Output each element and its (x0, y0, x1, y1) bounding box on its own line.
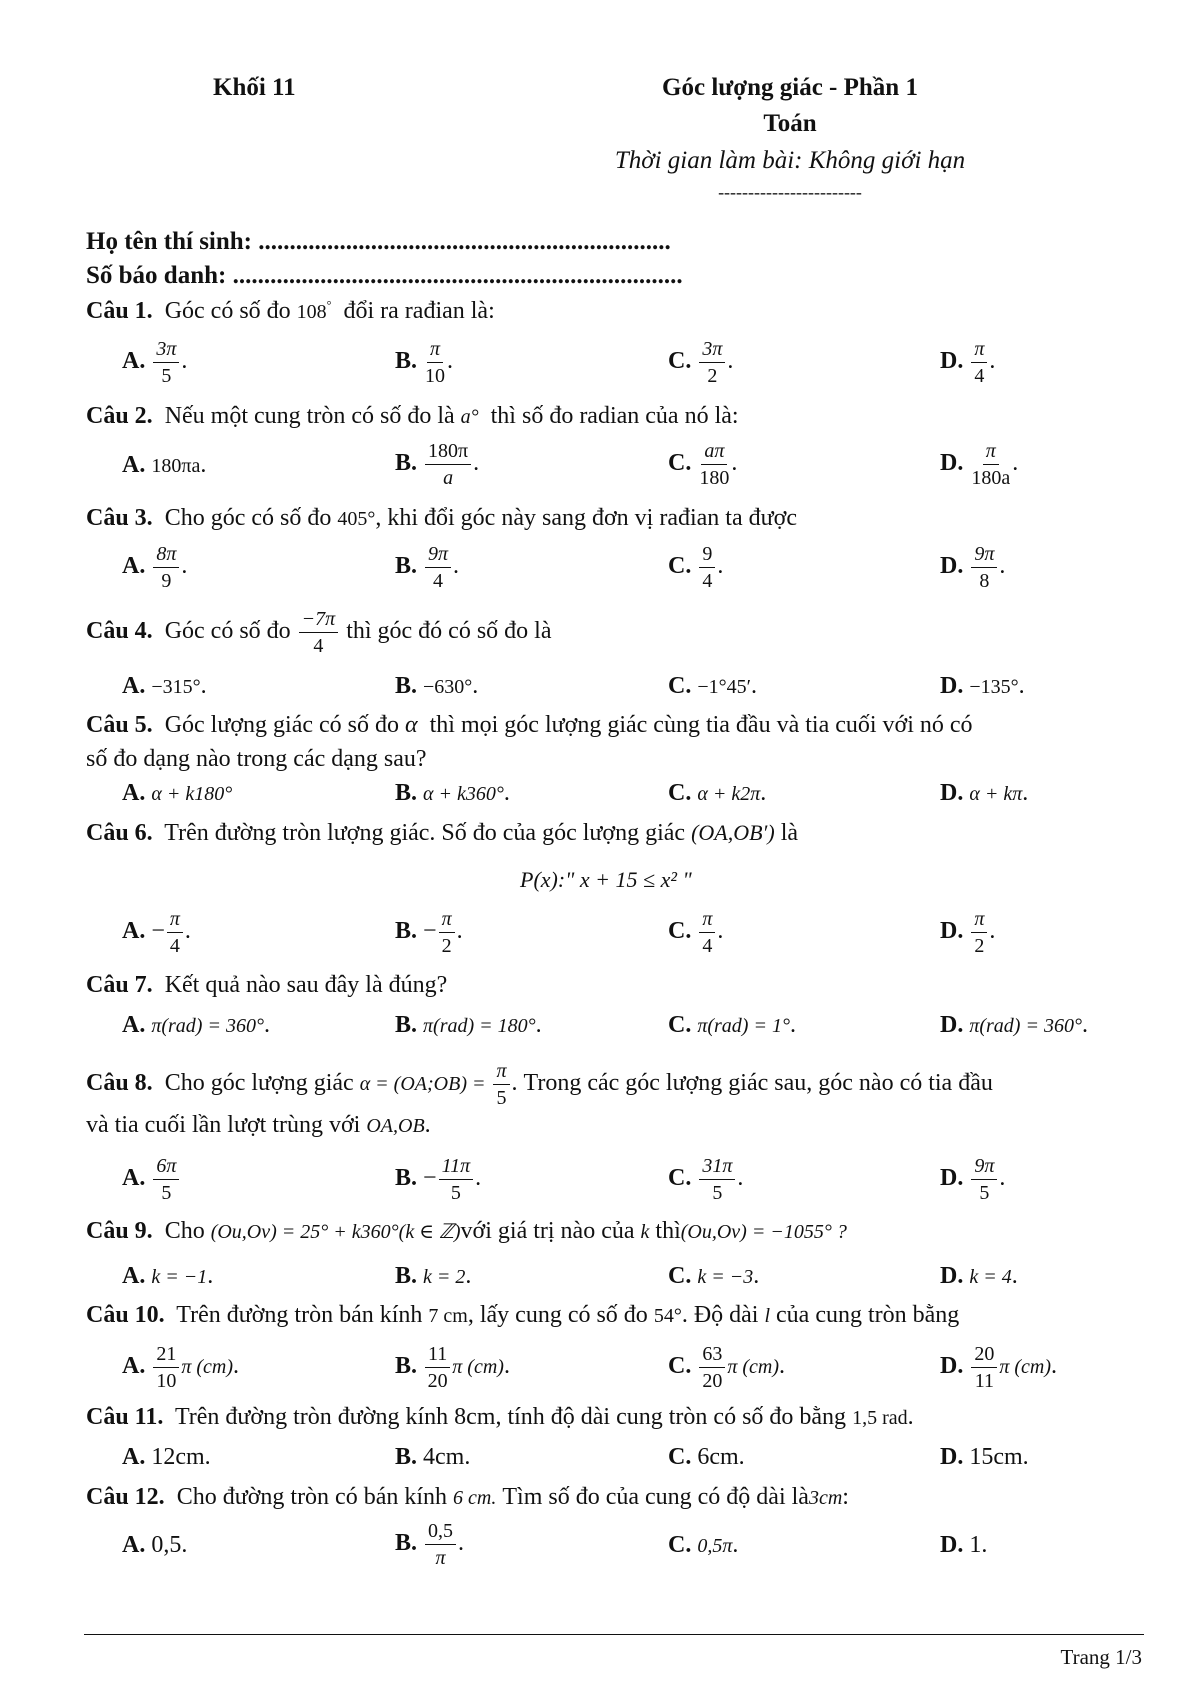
option-5-c[interactable]: C. α + k2π. (668, 780, 767, 806)
option-1-d[interactable]: D. $\frac{\pi}{4}$ . (940, 338, 996, 387)
page-number: Trang 1/3 (1060, 1645, 1142, 1669)
option-4-c[interactable]: C. −1°45′. (668, 673, 757, 699)
option-10-b[interactable]: B. $\frac{11}{20}$ π (cm). (395, 1343, 510, 1392)
option-3-a[interactable]: A. $\frac{8\pi}{9}$ . (122, 543, 188, 592)
option-9-d[interactable]: D. k = 4. (940, 1263, 1018, 1289)
option-9-a[interactable]: A. k = −1. (122, 1263, 214, 1289)
option-11-c[interactable]: C. 6cm. (668, 1444, 745, 1470)
question-7: Câu 7. Kết quả nào sau đây là đúng? (86, 972, 448, 998)
question-4: Câu 4. Góc có số đo $\frac{-7\pi}{4}$ thì góc đó có số đo là (86, 608, 552, 657)
question-11: Câu 11. Trên đường tròn đường kính 8cm, tính độ dài cung tròn có số đo bằng 1,5 rad. (86, 1404, 914, 1430)
formula-line: P(x):" x + 15 ≤ x² " (520, 867, 692, 892)
option-2-a[interactable]: A. 180πa. (122, 452, 207, 478)
option-2-d[interactable]: D. $\frac{\pi}{180a}$ . (940, 440, 1019, 489)
option-10-d[interactable]: D. $\frac{20}{11}$ π (cm). (940, 1343, 1058, 1392)
grade-label: Khối 11 (213, 74, 296, 101)
question-label: Câu 1. (86, 298, 153, 324)
option-12-a[interactable]: A. 0,5. (122, 1532, 188, 1558)
option-5-d[interactable]: D. α + kπ. (940, 780, 1029, 806)
option-11-b[interactable]: B. 4cm. (395, 1444, 471, 1470)
question-2: Câu 2. Nếu một cung tròn có số đo là a° thì số đo radian của nó là: (86, 403, 739, 429)
question-5-line2: số đo dạng nào trong các dạng sau? (86, 746, 427, 772)
question-10: Câu 10. Trên đường tròn bán kính 7 cm, lấy cung có số đo 54°. Độ dài l của cung tròn bằng (86, 1302, 960, 1328)
option-9-c[interactable]: C. k = −3. (668, 1263, 760, 1289)
question-8: Câu 8. Cho góc lượng giác α = (OA;OB) = $\frac{\pi}{5}$ . Trong các góc lượng giác sau, góc nào có tia đầu (86, 1060, 993, 1109)
student-id-field[interactable]: Số báo danh: ........................................................................ (86, 262, 683, 289)
option-12-b[interactable]: B. $\frac{0,5}{\pi}$ . (395, 1520, 465, 1569)
option-9-b[interactable]: B. k = 2. (395, 1263, 472, 1289)
option-7-c[interactable]: C. π(rad) = 1°. (668, 1012, 796, 1038)
option-1-a[interactable]: A. $\frac{3\pi}{5}$ . (122, 338, 188, 387)
question-3: Câu 3. Cho góc có số đo 405°, khi đổi góc này sang đơn vị rađian ta được (86, 505, 797, 531)
option-2-b[interactable]: B. $\frac{180\pi}{a}$ . (395, 440, 480, 489)
question-8-line2: và tia cuối lần lượt trùng với OA,OB. (86, 1112, 431, 1138)
option-4-b[interactable]: B. −630°. (395, 673, 479, 699)
header-divider: ------------------------ (718, 182, 862, 202)
option-3-b[interactable]: B. $\frac{9\pi}{4}$ . (395, 543, 460, 592)
question-12: Câu 12. Cho đường tròn có bán kính 6 cm. Tìm số đo của cung có độ dài là3cm: (86, 1484, 849, 1510)
option-7-d[interactable]: D. π(rad) = 360°. (940, 1012, 1088, 1038)
question-9: Câu 9. Cho (Ou,Ov) = 25° + k360°(k ∈ ℤ)với giá trị nào của k thì(Ou,Ov) = −1055° ? (86, 1218, 847, 1244)
option-6-b[interactable]: B. − $\frac{\pi}{2}$ . (395, 908, 463, 957)
option-12-c[interactable]: C. 0,5π. (668, 1532, 739, 1558)
subject-label: Toán (763, 110, 817, 137)
option-6-d[interactable]: D. $\frac{\pi}{2}$ . (940, 908, 996, 957)
option-7-a[interactable]: A. π(rad) = 360°. (122, 1012, 270, 1038)
option-12-d[interactable]: D. 1. (940, 1532, 988, 1558)
option-6-c[interactable]: C. $\frac{\pi}{4}$ . (668, 908, 724, 957)
option-10-c[interactable]: C. $\frac{63}{20}$ π (cm). (668, 1343, 786, 1392)
option-4-d[interactable]: D. −135°. (940, 673, 1025, 699)
footer-divider (84, 1634, 1144, 1635)
option-11-a[interactable]: A. 12cm. (122, 1444, 211, 1470)
option-8-a[interactable]: A. $\frac{6\pi}{5}$ (122, 1155, 181, 1204)
option-3-c[interactable]: C. $\frac{9}{4}$ . (668, 543, 724, 592)
option-4-a[interactable]: A. −315°. (122, 673, 207, 699)
option-8-b[interactable]: B. − $\frac{11\pi}{5}$ . (395, 1155, 482, 1204)
question-6: Câu 6. Trên đường tròn lượng giác. Số đo của góc lượng giác (OA,OB′) là (86, 820, 799, 846)
option-10-a[interactable]: A. $\frac{21}{10}$ π (cm). (122, 1343, 240, 1392)
option-11-d[interactable]: D. 15cm. (940, 1444, 1029, 1470)
option-3-d[interactable]: D. $\frac{9\pi}{8}$ . (940, 543, 1006, 592)
time-label: Thời gian làm bài: Không giới hạn (614, 147, 966, 174)
option-5-a[interactable]: A. α + k180° (122, 780, 233, 806)
student-name-field[interactable]: Họ tên thí sinh: .................................................................. (86, 228, 671, 255)
question-5: Câu 5. Góc lượng giác có số đo α thì mọi góc lượng giác cùng tia đầu và tia cuối với nó có (86, 712, 973, 738)
option-6-a[interactable]: A. − $\frac{\pi}{4}$ . (122, 908, 191, 957)
option-8-d[interactable]: D. $\frac{9\pi}{5}$ . (940, 1155, 1006, 1204)
option-2-c[interactable]: C. $\frac{a\pi}{180}$ . (668, 440, 738, 489)
option-1-c[interactable]: C. $\frac{3\pi}{2}$ . (668, 338, 734, 387)
option-7-b[interactable]: B. π(rad) = 180°. (395, 1012, 542, 1038)
exam-title: Góc lượng giác - Phần 1 (662, 74, 918, 101)
option-1-b[interactable]: B. $\frac{\pi}{10}$ . (395, 338, 454, 387)
question-1: Câu 1. Góc có số đo 108° đổi ra rađian là: (86, 298, 495, 324)
option-8-c[interactable]: C. $\frac{31\pi}{5}$ . (668, 1155, 744, 1204)
option-5-b[interactable]: B. α + k360°. (395, 780, 510, 806)
